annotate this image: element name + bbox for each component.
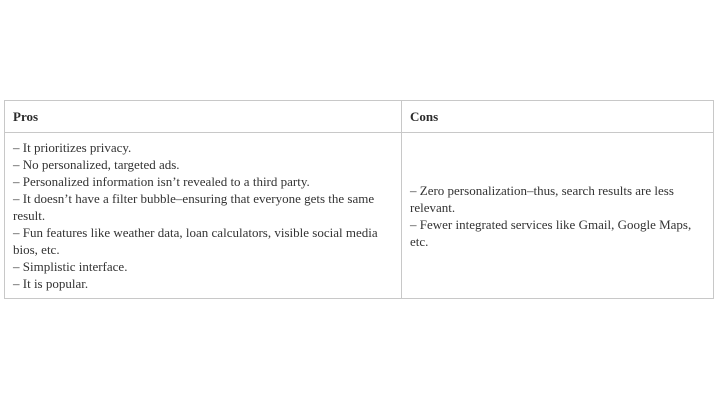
pros-item: – Personalized information isn’t revealed to a third party. — [13, 174, 310, 189]
pros-item: – Fun features like weather data, loan calculators, visible social media bios, etc. — [13, 225, 378, 257]
pros-item: – No personalized, targeted ads. — [13, 157, 180, 172]
pros-item: – Simplistic interface. — [13, 259, 128, 274]
cons-list — [410, 182, 705, 250]
cons-cell — [402, 133, 714, 299]
cons-item: – Zero personalization–thus, search results are less relevant. — [410, 182, 674, 215]
header-row — [5, 101, 714, 133]
cons-item: – Fewer integrated services like Gmail, Google Maps, etc. — [410, 216, 692, 249]
pros-item: – It prioritizes privacy. — [13, 140, 132, 155]
content-row — [5, 133, 714, 299]
pros-item: – It is popular. — [13, 276, 89, 291]
cons-header: Cons — [402, 101, 714, 133]
pros-cell — [5, 133, 402, 299]
pros-item: – It doesn’t have a filter bubble–ensuring that everyone gets the same result. — [13, 191, 375, 223]
pros-list — [13, 139, 393, 292]
pros-header: Pros — [5, 101, 402, 133]
pros-cons-table — [4, 100, 714, 299]
